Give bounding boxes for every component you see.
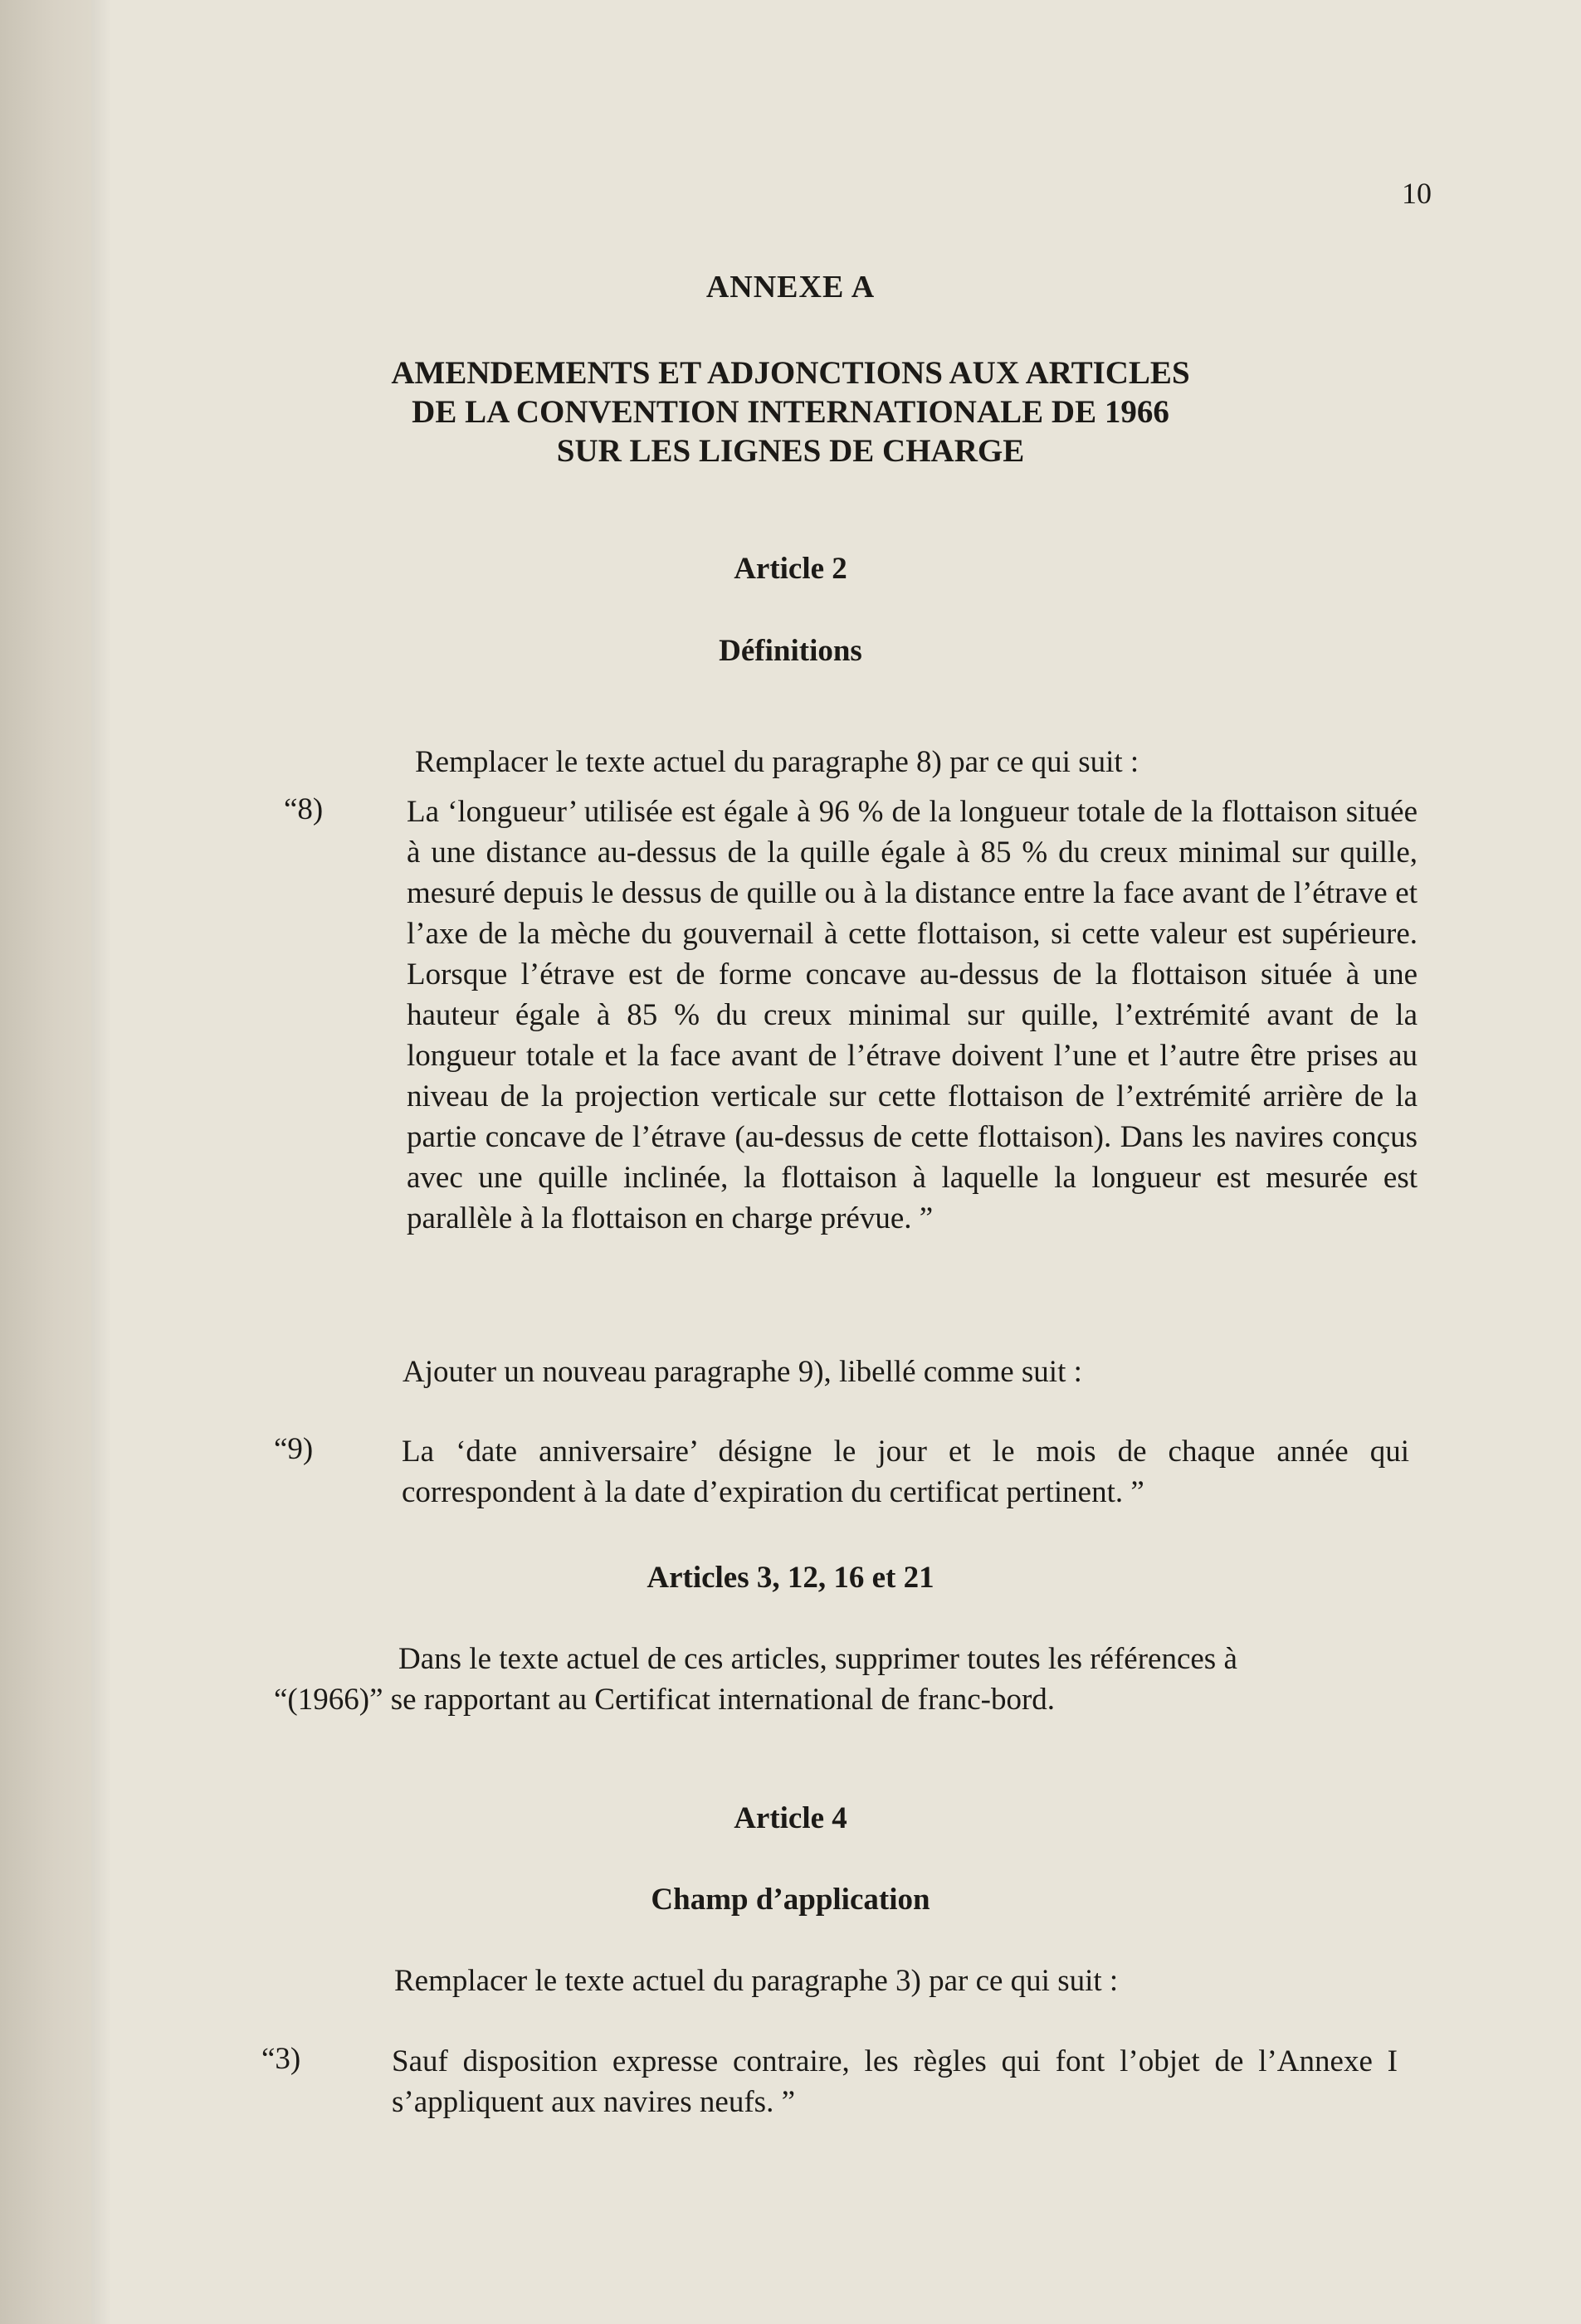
book-gutter bbox=[0, 0, 91, 2324]
article-2-subheading: Définitions bbox=[719, 634, 862, 668]
paragraph-3-text: Sauf disposition expresse contraire, les règles qui font l’objet de l’Annexe I s’appliquent aux navires neufs. ” bbox=[392, 2044, 1398, 2119]
paragraph-8-text: La ‘longueur’ utilisée est égale à 96 % de la longueur totale de la flottaison située à une distance au-dessus de la quille égale à 85 % du creux minimal sur quille, mesuré depuis le dessus de quille ou à la distance entre la face avant de l’étrave et l’axe de la mèche du gouvernail à cette flottaison, si cette valeur est supérieure. Lorsque l’étrave est de forme concave au-dessus de la flottaison située à une hauteur égale à 85 % du creux minimal sur quille, l’extrémité avant de la longueur totale et la face avant de l’étrave doivent l’une et l’autre être prises au niveau de la projection verticale sur cette flottaison de l’extrémité arrière de la partie concave de l’étrave (au-dessus de cette flottaison). Dans les navires conçus avec une quille inclinée, la flottaison à laquelle la longueur est mesurée est parallèle à la flottaison en charge prévue. ” bbox=[407, 795, 1418, 1235]
paragraph-9-number: “9) bbox=[274, 1432, 314, 1466]
annex-title: ANNEXE A bbox=[705, 270, 876, 305]
articles-3-12-16-21-text-line-1: Dans le texte actuel de ces articles, supprimer toutes les références à bbox=[398, 1642, 1237, 1676]
article-2-instruction-2: Ajouter un nouveau paragraphe 9), libellé comme suit : bbox=[403, 1355, 1082, 1389]
main-title bbox=[0, 353, 1581, 470]
articles-3-12-16-21-text-line-2: “(1966)” se rapportant au Certificat international de franc-bord. bbox=[274, 1683, 1056, 1717]
article-4-subheading: Champ d’application bbox=[651, 1883, 930, 1917]
paragraph-9-text: La ‘date anniversaire’ désigne le jour et le mois de chaque année qui correspondent à la date d’expiration du certificat pertinent. ” bbox=[402, 1435, 1409, 1509]
main-title-line-2: DE LA CONVENTION INTERNATIONALE DE 1966 bbox=[412, 394, 1169, 430]
page-number: 10 bbox=[1402, 177, 1432, 210]
main-title-line-3: SUR LES LIGNES DE CHARGE bbox=[556, 433, 1025, 469]
article-4-heading: Article 4 bbox=[734, 1801, 847, 1835]
article-4-instruction: Remplacer le texte actuel du paragraphe 3) par ce qui suit : bbox=[394, 1964, 1119, 1998]
article-2-heading: Article 2 bbox=[734, 552, 847, 586]
article-2-instruction-1: Remplacer le texte actuel du paragraphe 8) par ce qui suit : bbox=[415, 745, 1139, 779]
paragraph-3-number: “3) bbox=[261, 2042, 301, 2076]
main-title-line-1: AMENDEMENTS ET ADJONCTIONS AUX ARTICLES bbox=[391, 355, 1190, 391]
articles-3-12-16-21-heading: Articles 3, 12, 16 et 21 bbox=[647, 1561, 934, 1595]
paragraph-8-number: “8) bbox=[284, 792, 324, 826]
